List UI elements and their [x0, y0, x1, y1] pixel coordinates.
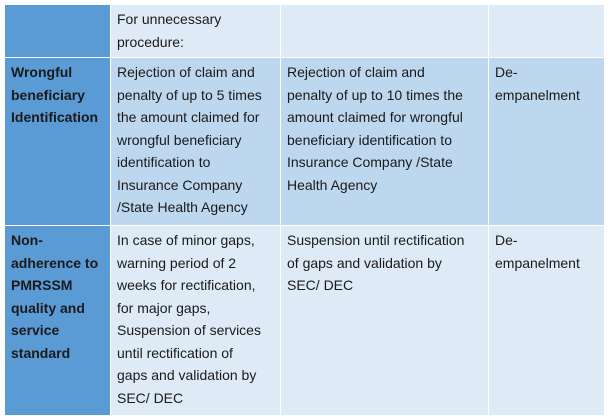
table-cell: Rejection of claim and penalty of up to 5 times the amount claimed for wrongful beneficiary identification to Insurance Company /State Health Agency	[111, 58, 281, 226]
table-cell: Suspension until rectification of gaps and validation by SEC/ DEC	[281, 226, 489, 416]
table-row	[5, 58, 605, 226]
table-cell: De- empanelment	[489, 226, 605, 416]
table-row	[5, 5, 605, 58]
table-cell	[489, 5, 605, 58]
table-cell	[281, 5, 489, 58]
table-row	[5, 226, 605, 416]
row-header-cell	[5, 5, 111, 58]
table-cell: De- empanelment	[489, 58, 605, 226]
row-header-cell: Wrongful beneficiary Identification	[5, 58, 111, 226]
table-cell: In case of minor gaps, warning period of 2 weeks for rectification, for major gaps, Suspension of services until rectification of gaps and validation by SEC/ DEC	[111, 226, 281, 416]
table-cell: Rejection of claim and penalty of up to 10 times the amount claimed for wrongful beneficiary identification to Insurance Company /State Health Agency	[281, 58, 489, 226]
penalty-table	[4, 4, 605, 416]
table-cell: For unnecessary procedure:	[111, 5, 281, 58]
row-header-cell: Non- adherence to PMRSSM quality and service standard	[5, 226, 111, 416]
